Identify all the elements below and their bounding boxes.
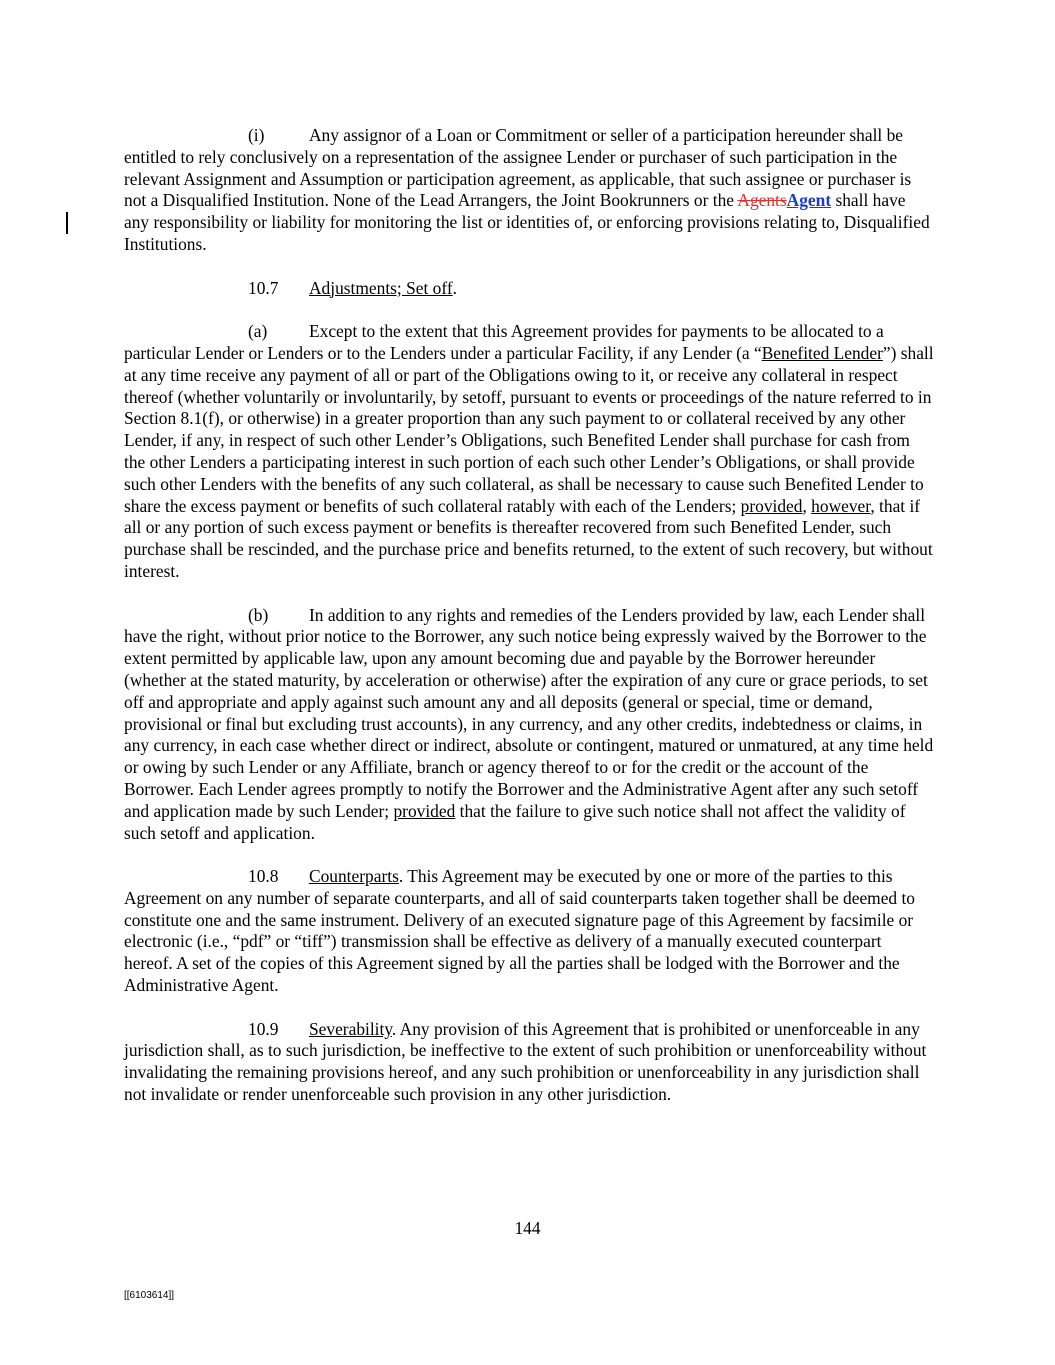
clause-i xyxy=(124,125,934,256)
however-term: however xyxy=(811,495,871,516)
document-id: [[6103614]] xyxy=(124,1290,175,1301)
provided-term: provided xyxy=(393,800,456,821)
deleted-text: Agents xyxy=(737,190,787,211)
section-text: . This Agreement may be executed by one or more of the parties to this Agreement on any number of separate counterparts, and all of said counterparts taken together shall be deemed to constitute one and the same instrument. Delivery of an executed signature page of this Agreement by facsimile or electronic (i.e., “pdf” or “tiff”) transmission shall be effective as delivery of a manually executed counterpart hereof. A set of the copies of this Agreement signed by all the parties shall be lodged with the Borrower and the Administrative Agent. xyxy=(124,866,915,996)
clause-a xyxy=(124,321,934,583)
document-body xyxy=(124,125,934,1128)
section-title-period: . xyxy=(452,277,457,298)
section-number: 10.9 xyxy=(248,1018,279,1039)
clause-text: that the failure to give such notice shall not affect the validity of such setoff and application. xyxy=(124,800,906,843)
section-title: Adjustments; Set off xyxy=(309,277,453,298)
clause-text: ”) shall at any time receive any payment of all or part of the Obligations owing to it, or receive any collateral in respect thereof (whether voluntarily or involuntarily, by setoff, pursuant to events or proceedings of the nature referred to in Section 8.1(f), or otherwise) in a greater proportion than any such payment to or collateral received by any other Lender, if any, in respect of such other Lender’s Obligations, such Benefited Lender shall purchase for cash from the other Lenders a participating interest in such portion of each such other Lender’s Obligations, or shall provide such other Lenders with the benefits of any such collateral, as shall be necessary to cause such Benefited Lender to share the excess payment or benefits of such collateral ratably with each of the Lenders; xyxy=(124,342,934,516)
clause-text: Except to the extent that this Agreement provides for payments to be allocated to a particular Lender or Lenders or to the Lenders under a particular Facility, if any Lender (a “ xyxy=(124,321,884,363)
clause-text: In addition to any rights and remedies of the Lenders provided by law, each Lender shall have the right, without prior notice to the Borrower, any such notice being expressly waived by the Borrower to the extent permitted by applicable law, upon any amount becoming due and payable by the Borrower hereunder (whether at the stated maturity, by acceleration or otherwise) after the expiration of any cure or grace periods, to set off and appropriate and apply against such amount any and all deposits (general or special, time or demand, provisional or final but excluding trust accounts), in any currency, and any other credits, indebtedness or claims, in any currency, in each case whether direct or indirect, absolute or contingent, matured or unmatured, at any time held or owing by such Lender or any Affiliate, branch or agency thereof to or for the credit or the account of the Borrower. Each Lender agrees promptly to notify the Borrower and the Administrative Agent after any such setoff and application made by such Lender; xyxy=(124,604,934,821)
section-title: Counterparts xyxy=(309,866,399,887)
clause-number: (b) xyxy=(248,604,269,625)
defined-term: Benefited Lender xyxy=(761,342,883,363)
clause-b xyxy=(124,605,934,845)
section-number: 10.8 xyxy=(248,866,279,887)
change-bar xyxy=(66,212,68,234)
inserted-text: Agent xyxy=(786,190,832,211)
section-number: 10.7 xyxy=(248,277,279,298)
clause-text: , that if all or any portion of such excess payment or benefits is thereafter recovered from such Benefited Lender, such purchase shall be rescinded, and the purchase price and benefits returned, to the extent of such recovery, but without interest. xyxy=(124,495,933,581)
comma: , xyxy=(802,495,812,516)
clause-text: Any assignor of a Loan or Commitment or seller of a participation hereunder shall be entitled to rely conclusively on a representation of the assignee Lender or purchaser of such participation in the relevant Assignment and Assumption or participation agreement, as applicable, that such assignee or purchaser is not a Disqualified Institution. None of the Lead Arrangers, the Joint Bookrunners or the xyxy=(124,125,912,211)
section-title: Severability xyxy=(309,1018,392,1039)
page-number: 144 xyxy=(514,1218,541,1238)
section-10-8 xyxy=(124,866,934,997)
section-text: . Any provision of this Agreement that is prohibited or unenforceable in any jurisdiction shall, as to such jurisdiction, be ineffective to the extent of such prohibition or unenforceability without invalidating the remaining provisions hereof, and any such prohibition or unenforceability in any jurisdiction shall not invalidate or render unenforceable such provision in any other jurisdiction. xyxy=(124,1018,927,1105)
clause-number: (i) xyxy=(248,125,265,145)
clause-text: shall have any responsibility or liability for monitoring the list or identities of, or enforcing provisions relating to, Disqualified Institutions. xyxy=(124,190,930,254)
section-10-9 xyxy=(124,1019,934,1106)
provided-term: provided xyxy=(740,495,803,516)
clause-number: (a) xyxy=(248,321,268,342)
section-10-7-heading xyxy=(124,278,934,300)
